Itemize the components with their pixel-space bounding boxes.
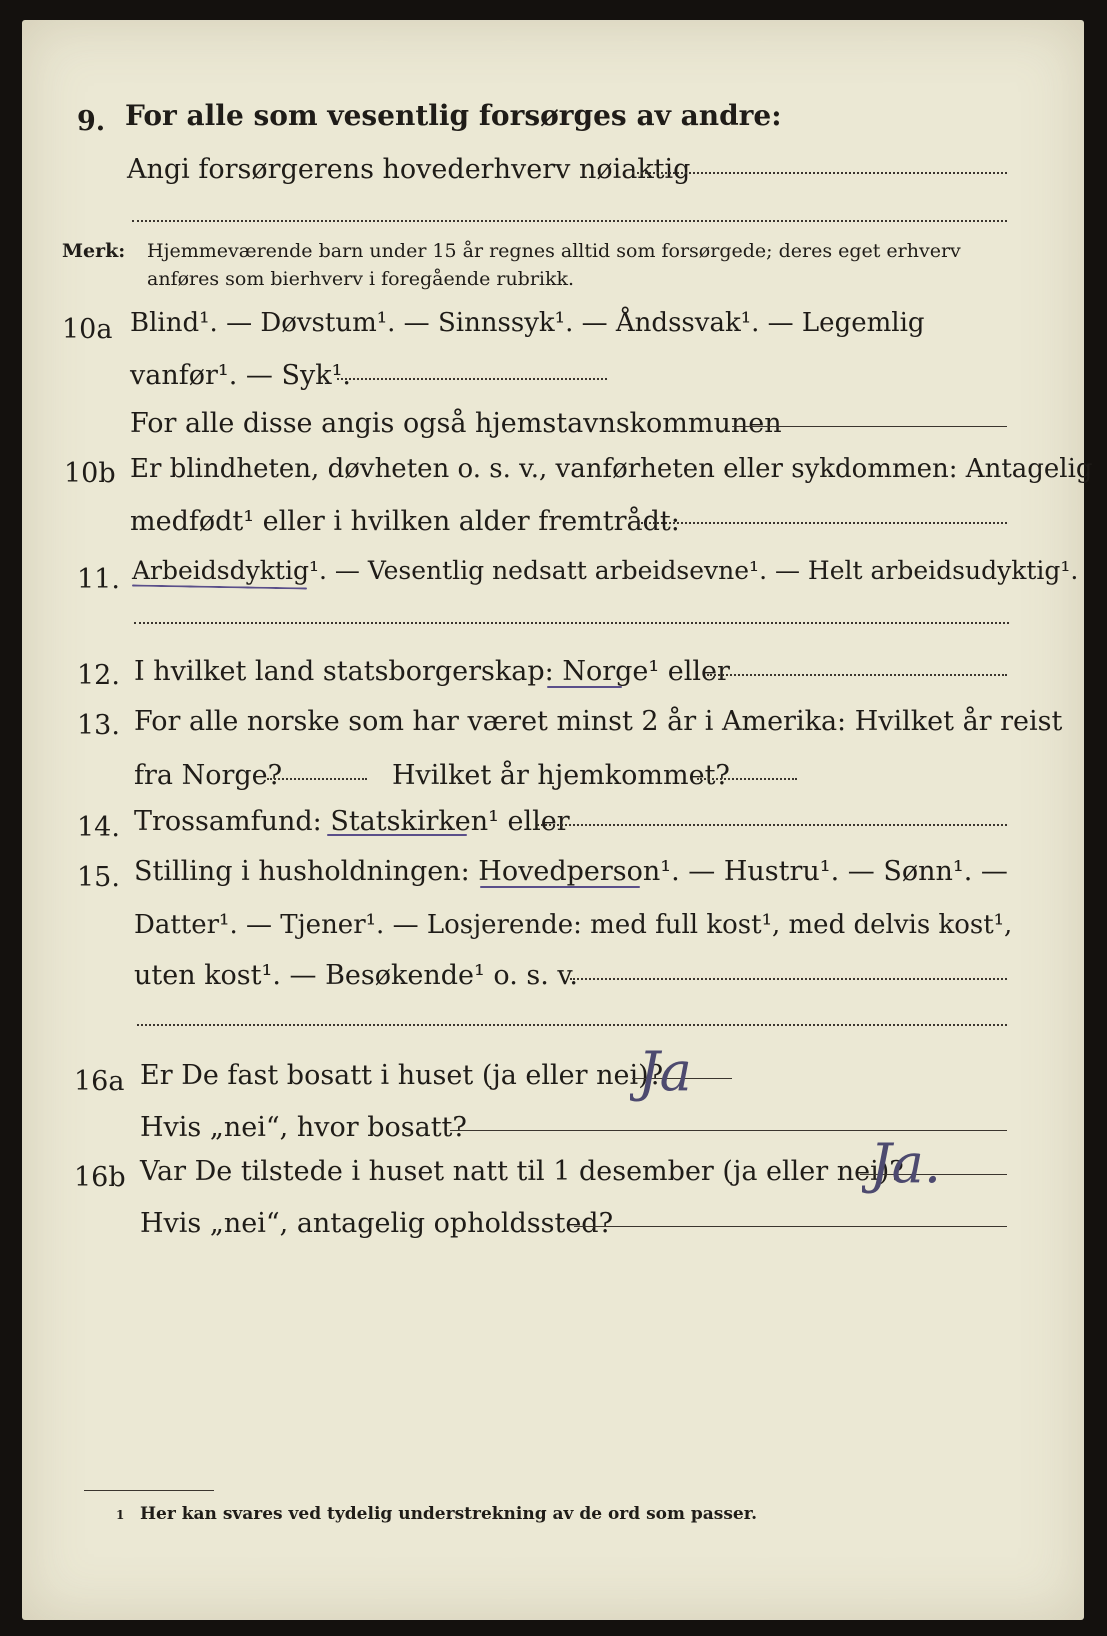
q13-line1: For alle norske som har været minst 2 år i Amerika: Hvilket år reist [134,706,1063,737]
merk-line2: anføres som bierhverv i foregående rubrikk. [147,268,575,290]
merk-line1: Hjemmeværende barn under 15 år regnes alltid som forsørgede; deres eget erhverv [147,240,961,262]
q15-line2: Datter¹. — Tjener¹. — Losjerende: med full kost¹, med delvis kost¹, [134,910,1013,940]
q10b-answer-line [637,522,1007,524]
q10b-number: 10b [64,458,116,489]
q15-answer-line-2 [137,1024,1007,1026]
q10a-line1: Blind¹. — Døvstum¹. — Sinnssyk¹. — Åndssvak¹. — Legemlig [130,308,925,338]
q16a-number: 16a [74,1066,125,1097]
footnote-rule [84,1490,214,1491]
q16b-handwritten-answer [862,1120,992,1230]
q13-number: 13. [77,710,120,741]
q15-answer-line [570,978,1007,980]
q16a-line1: Er De fast bosatt i huset (ja eller nei)? [140,1060,664,1091]
q10a-kommune-line [732,426,1007,427]
q9-line2: Angi forsørgerens hovederhverv nøiaktig [127,154,691,185]
q11-answer-line [134,622,1009,624]
q10a-number: 10a [62,314,113,345]
q9-number: 9. [77,106,106,137]
footnote-text: Her kan svares ved tydelig understrekning av de ord som passer. [140,1504,758,1524]
q15-underline-hovedperson [480,886,640,888]
q12-number: 12. [77,660,120,691]
q14-line1: Trossamfund: Statskirken¹ eller [134,806,570,837]
q16a-line2: Hvis „nei“, hvor bosatt? [140,1112,467,1143]
q10a-line2: vanfør¹. — Syk¹. [130,360,351,391]
q12-underline-norge [547,686,622,688]
q10a-line3: For alle disse angis også hjemstavnskommunen [130,408,782,439]
q15-line1: Stilling i husholdningen: Hovedperson¹. — Hustru¹. — Sønn¹. — [134,856,1008,887]
q9-answer-line [632,172,1007,174]
q15-line3: uten kost¹. — Besøkende¹ o. s. v. [134,960,579,991]
q16a-handwritten-answer [630,1030,740,1130]
q13-line2b: Hvilket år hjemkommet? [392,760,730,791]
q13-reist-line [267,778,367,780]
q13-hjemkommet-line [697,778,797,780]
q15-number: 15. [77,862,120,893]
q14-underline-statskirken [327,834,467,836]
q11-line1: Arbeidsdyktig¹. — Vesentlig nedsatt arbeidsevne¹. — Helt arbeidsudyktig¹. [132,556,1079,585]
q16b-opholdssted-line [574,1226,1007,1227]
q12-line1: I hvilket land statsborgerskap: Norge¹ eller [134,656,730,687]
q14-number: 14. [77,812,120,843]
q10b-line2: medfødt¹ eller i hvilken alder fremtrådt: [130,506,680,537]
q10a-syk-line [337,378,607,380]
merk-label: Merk: [62,240,126,262]
census-form-page [22,20,1093,1620]
svg-text:Ja: Ja [638,1040,692,1103]
q16b-line2: Hvis „nei“, antagelig opholdssted? [140,1208,614,1239]
q12-answer-line [707,674,1007,676]
q10b-line1: Er blindheten, døvheten o. s. v., vanførheten eller sykdommen: Antagelig [130,454,1093,484]
svg-text:Ja.: Ja. [870,1132,942,1195]
q16b-number: 16b [74,1162,126,1193]
q13-line2a: fra Norge? [134,760,283,791]
q11-number: 11. [77,564,120,595]
q9-title: For alle som vesentlig forsørges av andre: [125,99,782,132]
q16b-line1: Var De tilstede i huset natt til 1 desember (ja eller nei)? [140,1156,904,1187]
q14-answer-line [537,824,1007,826]
q9-answer-line-2 [132,220,1007,222]
q11-underline-arbeidsdyktig [132,584,307,589]
footnote-mark: 1 [116,1508,125,1522]
